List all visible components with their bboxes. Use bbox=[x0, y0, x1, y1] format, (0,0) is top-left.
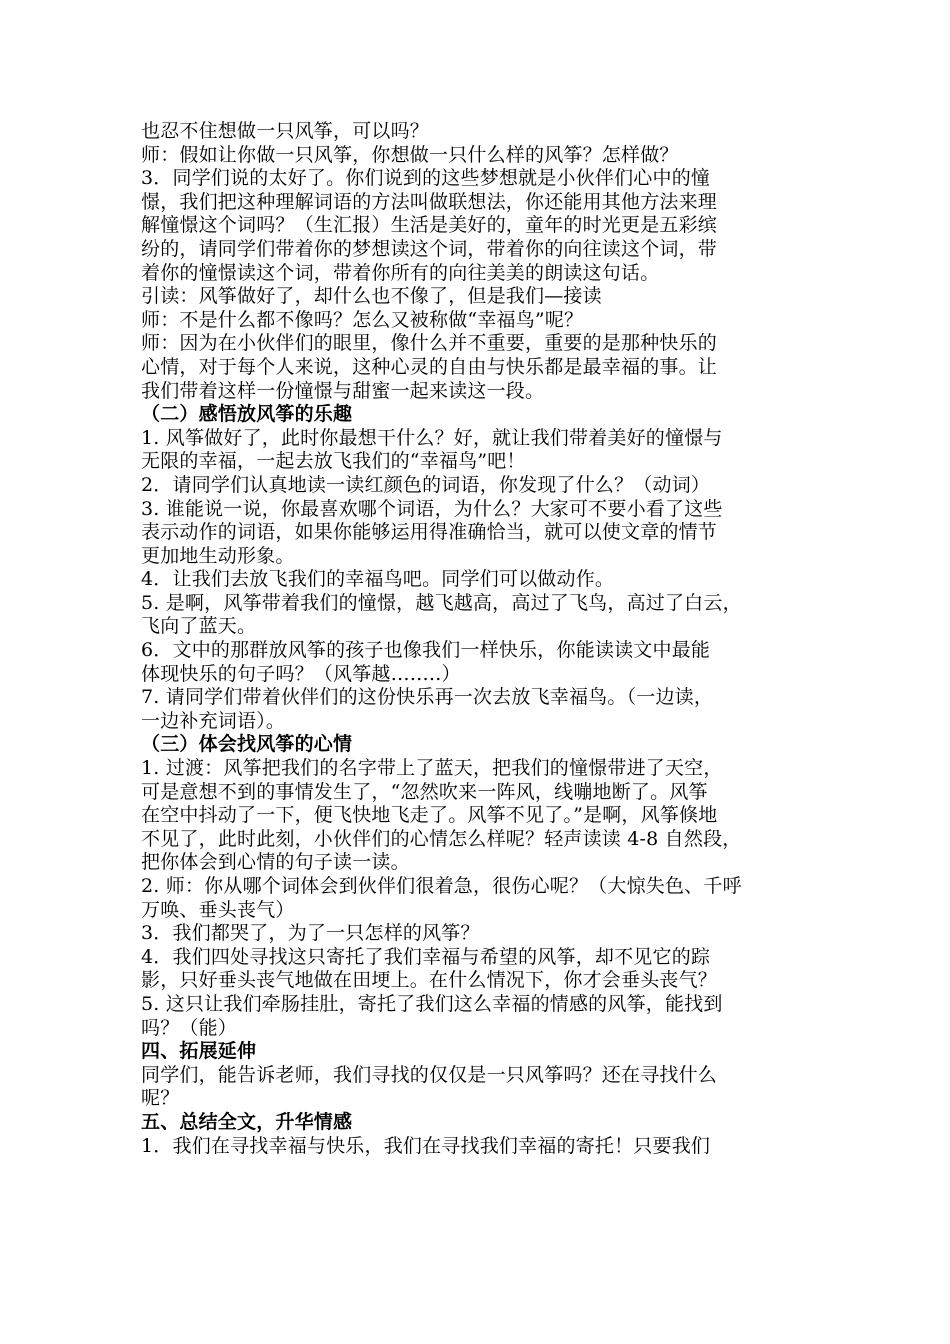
text-line: 着你的憧憬读这个词，带着你所有的向往美美的朗读这句话。 bbox=[141, 261, 660, 284]
text-line: 5. 这只让我们牵肠挂肚，寄托了我们这么幸福的情感的风筝，能找到 bbox=[141, 992, 723, 1015]
text-line: 心情，对于每个人来说，这种心灵的自由与快乐都是最幸福的事。让 bbox=[141, 355, 718, 378]
text-line: 2．请同学们认真地读一读红颜色的词语，你发现了什么？（动词） bbox=[141, 473, 711, 496]
text-line: 我们带着这样一份憧憬与甜蜜一起来读这一段。 bbox=[141, 379, 545, 402]
text-line: 1. 风筝做好了，此时你最想干什么？好，就让我们带着美好的憧憬与 bbox=[141, 426, 723, 449]
text-line: 3．同学们说的太好了。你们说到的这些梦想就是小伙伴们心中的憧 bbox=[141, 167, 711, 190]
text-line: 师：假如让你做一只风筝，你想做一只什么样的风筝？怎样做？ bbox=[141, 143, 679, 166]
text-line: 也忍不住想做一只风筝，可以吗？ bbox=[141, 120, 430, 142]
text-line: 师：因为在小伙伴们的眼里，像什么并不重要，重要的是那种快乐的 bbox=[141, 332, 718, 355]
text-line: 3. 谁能说一说，你最喜欢哪个词语，为什么？大家可不要小看了这些 bbox=[141, 497, 723, 520]
section-heading: 四、拓展延伸 bbox=[141, 1040, 257, 1063]
text-line: 吗？（能） bbox=[141, 1016, 238, 1039]
text-line: 4．我们四处寻找这只寄托了我们幸福与希望的风筝，却不见它的踪 bbox=[141, 945, 711, 968]
text-line: 2. 师：你从哪个词体会到伙伴们很着急，很伤心呢？（大惊失色、千呼 bbox=[141, 875, 742, 897]
text-line: 引读：风筝做好了，却什么也不像了，但是我们—接读 bbox=[141, 285, 602, 308]
text-line: 表示动作的词语，如果你能够运用得准确恰当，就可以使文章的情节 bbox=[141, 521, 718, 544]
text-line: 可是意想不到的事情发生了，“忽然吹来一阵风，线嘣地断了。风筝 bbox=[141, 780, 708, 803]
text-line: 更加地生动形象。 bbox=[141, 544, 295, 567]
section-heading: 五、总结全文，升华情感 bbox=[141, 1110, 353, 1133]
text-line: 把你体会到心情的句子读一读。 bbox=[141, 851, 410, 874]
text-line: 飞向了蓝天。 bbox=[141, 615, 257, 638]
text-line: 4．让我们去放飞我们的幸福鸟吧。同学们可以做动作。 bbox=[141, 568, 615, 591]
text-line: 在空中抖动了一下，便飞快地飞走了。风筝不见了。”是啊，风筝倏地 bbox=[141, 804, 718, 827]
section-heading: （三）体会找风筝的心情 bbox=[141, 733, 353, 756]
text-line: 无限的幸福，一起去放飞我们的“幸福鸟”吧！ bbox=[141, 450, 526, 473]
text-line: 7. 请同学们带着伙伴们的这份快乐再一次去放飞幸福鸟。（一边读， bbox=[141, 686, 714, 709]
text-line: 解憧憬这个词吗？（生汇报）生活是美好的，童年的时光更是五彩缤 bbox=[141, 214, 718, 237]
text-line: 影，只好垂头丧气地做在田埂上。在什么情况下，你才会垂头丧气？ bbox=[141, 969, 718, 992]
text-line: 呢？ bbox=[141, 1087, 180, 1110]
text-line: 同学们，能告诉老师，我们寻找的仅仅是一只风筝吗？还在寻找什么 bbox=[141, 1063, 718, 1086]
text-line: 体现快乐的句子吗？（风筝越……..） bbox=[141, 662, 461, 685]
document-page bbox=[141, 120, 813, 1158]
text-line: 1．我们在寻找幸福与快乐，我们在寻找我们幸福的寄托！只要我们 bbox=[141, 1134, 711, 1157]
text-line: 万唤、垂头丧气） bbox=[141, 898, 295, 921]
text-line: 3．我们都哭了，为了一只怎样的风筝？ bbox=[141, 922, 480, 945]
text-line: 师：不是什么都不像吗？怎么又被称做“幸福鸟”呢？ bbox=[141, 308, 584, 331]
text-line: 一边补充词语）。 bbox=[141, 709, 286, 732]
text-line: 5. 是啊，风筝带着我们的憧憬，越飞越高，高过了飞鸟，高过了白云， bbox=[141, 591, 742, 614]
section-heading: （二）感悟放风筝的乐趣 bbox=[141, 403, 353, 426]
text-line: 6．文中的那群放风筝的孩子也像我们一样快乐，你能读读文中最能 bbox=[141, 639, 711, 662]
text-line: 憬，我们把这种理解词语的方法叫做联想法，你还能用其他方法来理 bbox=[141, 190, 718, 213]
text-line: 1. 过渡：风筝把我们的名字带上了蓝天，把我们的憧憬带进了天空， bbox=[141, 757, 723, 780]
text-line: 不见了，此时此刻，小伙伴们的心情怎么样呢？轻声读读 4-8 自然段， bbox=[141, 827, 742, 850]
text-line: 纷的，请同学们带着你的梦想读这个词，带着你的向往读这个词，带 bbox=[141, 237, 718, 260]
